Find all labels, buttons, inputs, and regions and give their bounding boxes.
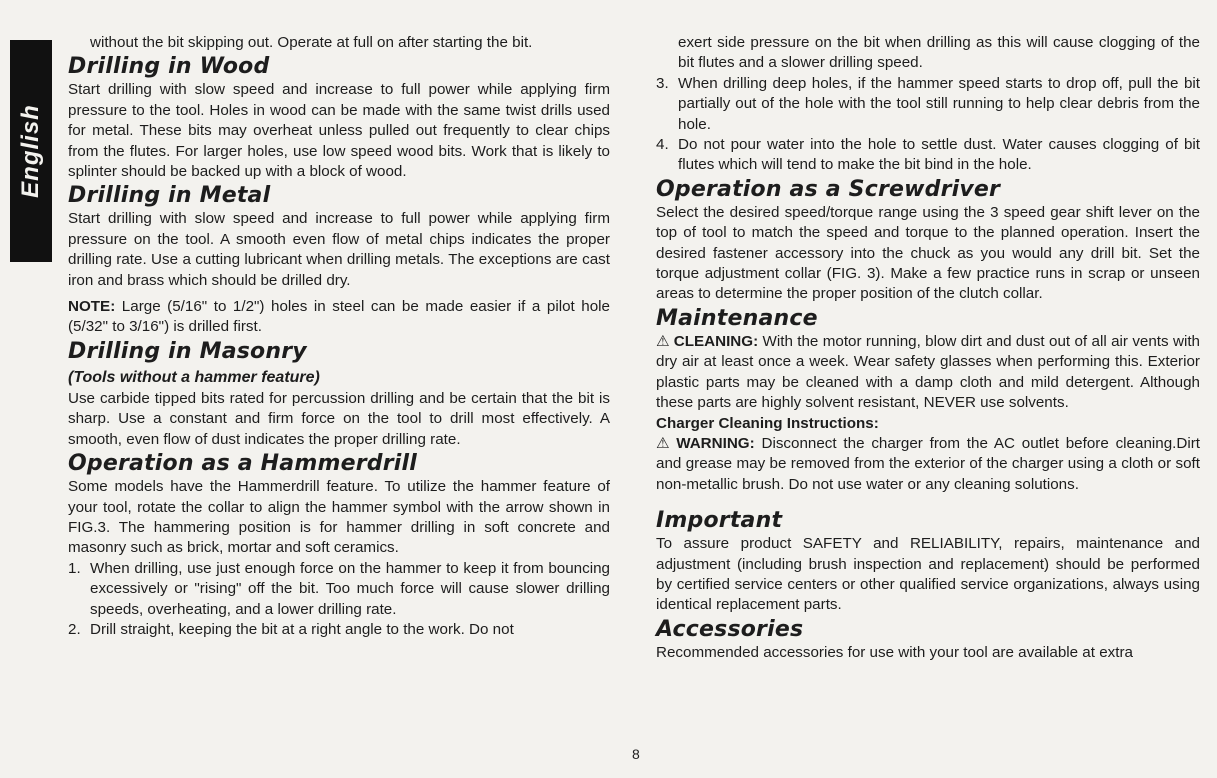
cleaning-label: CLEANING:: [673, 332, 759, 350]
paragraph-important: To assure product SAFETY and RELIABILITY, repairs, maintenance and adjustment (including brush inspection and replacement) should be performed by certified service centers or other qualified service organizations, always using identical replacement parts.: [656, 535, 1200, 614]
note-label: NOTE:: [68, 298, 116, 316]
list-item: 1. When drilling, use just enough force on the hammer to keep it from bouncing excessively or "rising" off the bit. Too much force will cause slower drilling speeds, overheating, and a lower drilling rate.: [68, 559, 610, 618]
paragraph-hammerdrill: Some models have the Hammerdrill feature. To utilize the hammer feature of your tool, rotate the collar to align the hammer symbol with the arrow shown in FIG.3. The hammering position is for hammer drilling in soft concrete and masonry such as brick, mortar and soft ceramics.: [68, 478, 610, 557]
list-item: 3. When drilling deep holes, if the hammer speed starts to drop off, pull the bit partially out of the hole with the tool still running to help clear debris from the hole.: [656, 74, 1200, 133]
paragraph-screwdriver: Select the desired speed/torque range using the 3 speed gear shift lever on the top of tool to match the speed and torque to the planned operation. Insert the desired fastener accessory into the chuck as you would any drill bit. Set the torque adjustment collar (FIG. 3). Make a few practice runs in scrap or unseen areas to determine the proper position of the clutch collar.: [656, 203, 1200, 303]
warning-triangle-icon: ⚠: [656, 434, 673, 452]
cleaning-text: With the motor running, blow dirt and dust out of all air vents with dry air at least once a week. Wear safety glasses when performing this. Exterior plastic parts may be cleaned with a damp cloth and mild detergent. Although these parts are highly solvent resistant, NEVER use solvents.: [656, 332, 1200, 412]
left-column: [68, 33, 610, 640]
language-tab: [10, 40, 52, 262]
paragraph-warning: [656, 434, 1200, 495]
note-paragraph: [68, 297, 610, 338]
heading-important: Important: [656, 508, 783, 534]
heading-screwdriver: Operation as a Screwdriver: [656, 176, 1001, 202]
warning-triangle-icon: ⚠: [656, 332, 670, 350]
language-tab-label: English: [17, 104, 44, 198]
paragraph-accessories: Recommended accessories for use with your tool are available at extra: [656, 643, 1133, 661]
paragraph-drilling-metal: Start drilling with slow speed and increase to full power while applying firm pressure on the tool. A smooth even flow of metal chips indicates the proper drilling rate. Use a cutting lubricant when drilling metals. The exceptions are cast iron and brass which should be drilled dry.: [68, 210, 610, 289]
warning-label: WARNING:: [676, 434, 755, 452]
heading-drilling-wood: Drilling in Wood: [68, 54, 270, 80]
heading-charger-cleaning: Charger Cleaning Instructions:: [656, 414, 879, 432]
hammerdrill-list-right: [656, 74, 1200, 176]
warning-text: Disconnect the charger from the AC outlet before cleaning.Dirt and grease may be removed from the exterior of the charger using a cloth or soft non-metallic brush. Do not use water or any cleaning solutions.: [656, 434, 1200, 493]
continued-text: exert side pressure on the bit when drilling as this will cause clogging of the bit flutes and a slower drilling speed.: [678, 34, 1200, 72]
paragraph-drilling-wood: Start drilling with slow speed and increase to full power while applying firm pressure to the tool. Holes in wood can be made with the same twist drills used for metal. These bits may overheat unless pulled out frequently to clear chips from the flutes. For larger holes, use low speed wood bits. Work that is likely to splinter should be backed up with a block of wood.: [68, 81, 610, 181]
list-item: 4. Do not pour water into the hole to settle dust. Water causes clogging of bit flutes which will tend to make the bit bind in the hole.: [656, 136, 1200, 174]
hammerdrill-list-left: [68, 559, 610, 641]
note-text: Large (5/16" to 1/2") holes in steel can be made easier if a pilot hole (5/32" to 3/16") is drilled first.: [68, 298, 610, 336]
continued-text: without the bit skipping out. Operate at full on after starting the bit.: [90, 34, 533, 51]
heading-drilling-metal: Drilling in Metal: [68, 183, 271, 209]
paragraph-cleaning: [656, 332, 1200, 414]
heading-hammerdrill: Operation as a Hammerdrill: [68, 451, 417, 477]
subheading-masonry: (Tools without a hammer feature): [68, 368, 320, 386]
page-number: 8: [632, 746, 640, 762]
right-column: [656, 33, 1200, 663]
heading-accessories: Accessories: [656, 616, 804, 642]
list-item: 2. Drill straight, keeping the bit at a right angle to the work. Do not: [68, 620, 514, 638]
heading-drilling-masonry: Drilling in Masonry: [68, 338, 307, 364]
paragraph-drilling-masonry: Use carbide tipped bits rated for percussion drilling and be certain that the bit is sharp. Use a constant and firm force on the tool to drill most effectively. A smooth, even flow of dust indicates the proper drilling rate.: [68, 389, 610, 448]
heading-maintenance: Maintenance: [656, 305, 818, 331]
